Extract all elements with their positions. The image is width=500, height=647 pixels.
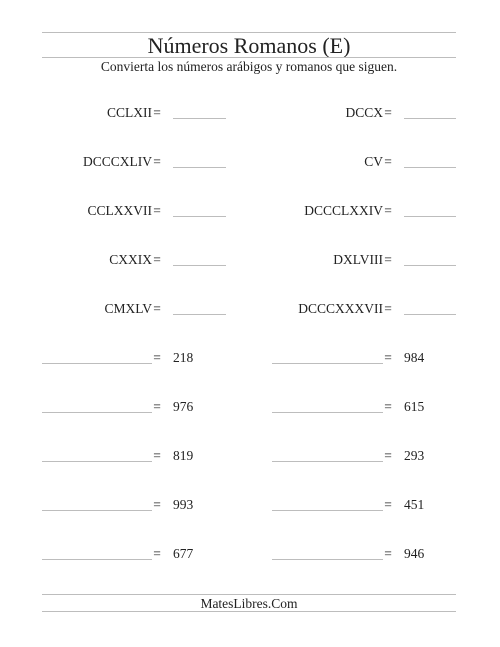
roman-numeral: DCCX xyxy=(345,105,383,120)
answer-blank[interactable] xyxy=(272,510,383,511)
roman-numeral: CCLXII xyxy=(107,105,152,120)
roman-numeral: CV xyxy=(364,154,383,169)
roman-numeral: DXLVIII xyxy=(333,252,383,267)
top-rule-2 xyxy=(42,57,456,58)
roman-numeral: DCCCLXXIV xyxy=(304,203,383,218)
equals-sign: = xyxy=(153,448,161,463)
equals-sign: = xyxy=(153,546,161,561)
arabic-number: 218 xyxy=(173,350,194,365)
arabic-number: 819 xyxy=(173,448,194,463)
arabic-problem-right-2 xyxy=(0,398,500,416)
arabic-problem-right-1 xyxy=(0,349,500,367)
equals-sign: = xyxy=(153,399,161,414)
equals-sign: = xyxy=(153,203,161,218)
arabic-number: 946 xyxy=(404,546,425,561)
instructions: Convierta los números arábigos y romanos que siguen. xyxy=(100,59,398,74)
equals-sign: = xyxy=(153,252,161,267)
answer-blank[interactable] xyxy=(404,118,456,119)
arabic-number: 677 xyxy=(173,546,194,561)
equals-sign: = xyxy=(384,350,392,365)
answer-blank[interactable] xyxy=(404,167,456,168)
arabic-number: 984 xyxy=(404,350,425,365)
answer-blank[interactable] xyxy=(272,363,383,364)
roman-numeral: CXXIX xyxy=(109,252,152,267)
roman-problem-right-2 xyxy=(0,153,500,171)
equals-sign: = xyxy=(384,252,392,267)
roman-problem-right-1 xyxy=(0,104,500,122)
equals-sign: = xyxy=(153,301,161,316)
roman-numeral: DCCCXXXVII xyxy=(298,301,383,316)
equals-sign: = xyxy=(384,399,392,414)
answer-blank[interactable] xyxy=(404,216,456,217)
arabic-problem-right-4 xyxy=(0,496,500,514)
arabic-problem-right-5 xyxy=(0,545,500,563)
roman-problem-right-4 xyxy=(0,251,500,269)
equals-sign: = xyxy=(384,497,392,512)
equals-sign: = xyxy=(153,350,161,365)
roman-numeral: DCCCXLIV xyxy=(82,154,152,169)
equals-sign: = xyxy=(153,154,161,169)
answer-blank[interactable] xyxy=(272,559,383,560)
roman-problem-right-5 xyxy=(0,300,500,318)
roman-numeral: CMXLV xyxy=(104,301,152,316)
roman-problem-right-3 xyxy=(0,202,500,220)
footer-site: MatesLibres.Com xyxy=(200,596,298,611)
equals-sign: = xyxy=(384,203,392,218)
answer-blank[interactable] xyxy=(272,412,383,413)
equals-sign: = xyxy=(153,497,161,512)
answer-blank[interactable] xyxy=(272,461,383,462)
arabic-number: 993 xyxy=(173,497,194,512)
bottom-rule-1 xyxy=(42,594,456,595)
equals-sign: = xyxy=(384,546,392,561)
roman-numeral: CCLXXVII xyxy=(87,203,152,218)
page-title: Números Romanos (E) xyxy=(147,33,351,58)
bottom-rule-2 xyxy=(42,611,456,612)
equals-sign: = xyxy=(384,154,392,169)
equals-sign: = xyxy=(384,301,392,316)
arabic-number: 615 xyxy=(404,399,425,414)
arabic-number: 293 xyxy=(404,448,425,463)
equals-sign: = xyxy=(153,105,161,120)
answer-blank[interactable] xyxy=(404,265,456,266)
arabic-number: 976 xyxy=(173,399,194,414)
answer-blank[interactable] xyxy=(404,314,456,315)
equals-sign: = xyxy=(384,105,392,120)
arabic-number: 451 xyxy=(404,497,425,512)
equals-sign: = xyxy=(384,448,392,463)
arabic-problem-right-3 xyxy=(0,447,500,465)
